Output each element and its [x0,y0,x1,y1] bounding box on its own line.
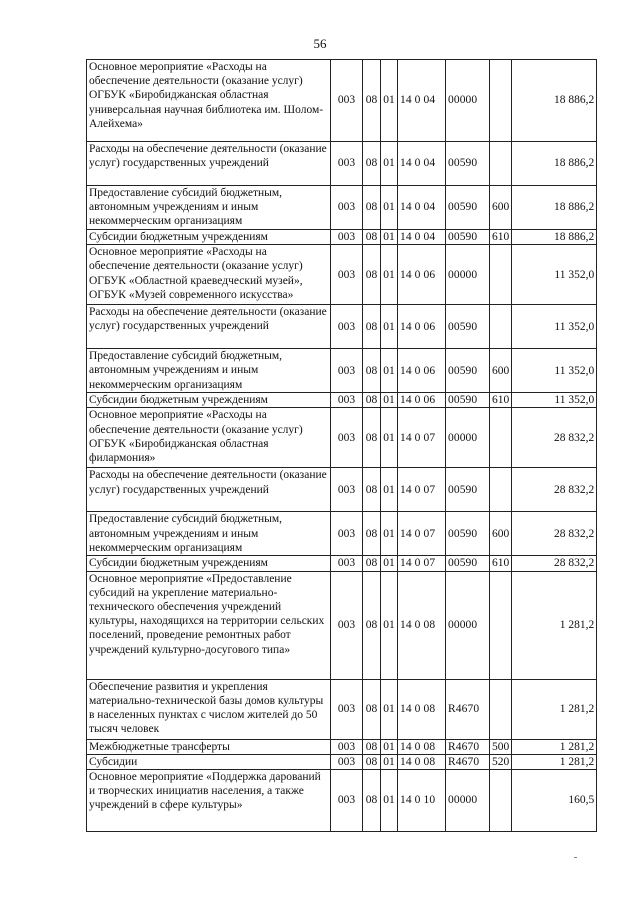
grbs-code-cell: 003 [331,512,363,556]
expense-type-code-cell [490,305,512,349]
subsection-code-cell: 01 [381,60,398,142]
section-code-cell: 08 [363,393,381,408]
item-name-cell: Предоставление субсидий бюджетным, автономным учреждениям и иным некоммерческим организациям [87,186,331,230]
grbs-code-cell: 003 [331,142,363,186]
grbs-code-cell: 003 [331,739,363,754]
item-name-cell: Субсидии [87,754,331,769]
amount-cell: 18 886,2 [512,142,597,186]
subsection-code-cell: 01 [381,512,398,556]
program-code-cell: 14 0 06 [398,393,446,408]
amount-cell: 18 886,2 [512,230,597,245]
item-name-cell: Основное мероприятие «Поддержка дарований и творческих инициатив населения, а также учреждений в сфере культуры» [87,770,331,832]
direction-code-cell: 00000 [446,571,490,679]
grbs-code-cell: 003 [331,408,363,468]
direction-code-cell: R4670 [446,754,490,769]
grbs-code-cell: 003 [331,754,363,769]
section-code-cell: 08 [363,512,381,556]
expense-type-code-cell: 610 [490,556,512,571]
item-name-cell: Основное мероприятие «Предоставление субсидий на укрепление материально-технического обеспечения учреждений культуры, находящихся на территории сельских поселений, проведение ремонтных работ учреждений культурно-досугового типа» [87,571,331,679]
expense-type-code-cell: 600 [490,349,512,393]
subsection-code-cell: 01 [381,186,398,230]
subsection-code-cell: 01 [381,245,398,305]
amount-cell: 1 281,2 [512,754,597,769]
section-code-cell: 08 [363,230,381,245]
amount-cell: 11 352,0 [512,305,597,349]
program-code-cell: 14 0 08 [398,739,446,754]
item-name-cell: Субсидии бюджетным учреждениям [87,230,331,245]
direction-code-cell: 00590 [446,556,490,571]
expense-type-code-cell [490,408,512,468]
amount-cell: 1 281,2 [512,739,597,754]
program-code-cell: 14 0 06 [398,305,446,349]
amount-cell: 18 886,2 [512,60,597,142]
table-row [87,186,597,230]
direction-code-cell: 00590 [446,468,490,512]
item-name-cell: Основное мероприятие «Расходы на обеспечение деятельности (оказание услуг) ОГБУК «Биробиджанская областная универсальная научная библиотека им. Шолом-Алейхема» [87,60,331,142]
section-code-cell: 08 [363,770,381,832]
expense-type-code-cell [490,468,512,512]
program-code-cell: 14 0 08 [398,679,446,739]
table-row [87,754,597,769]
table-row [87,571,597,679]
program-code-cell: 14 0 10 [398,770,446,832]
program-code-cell: 14 0 07 [398,468,446,512]
direction-code-cell: 00590 [446,349,490,393]
item-name-cell: Расходы на обеспечение деятельности (оказание услуг) государственных учреждений [87,305,331,349]
program-code-cell: 14 0 06 [398,245,446,305]
subsection-code-cell: 01 [381,770,398,832]
direction-code-cell: 00000 [446,770,490,832]
expense-type-code-cell: 610 [490,230,512,245]
grbs-code-cell: 003 [331,393,363,408]
amount-cell: 11 352,0 [512,245,597,305]
subsection-code-cell: 01 [381,571,398,679]
amount-cell: 28 832,2 [512,468,597,512]
table-row [87,468,597,512]
item-name-cell: Обеспечение развития и укрепления материально-технической базы домов культуры в населенных пунктах с числом жителей до 50 тысяч человек [87,679,331,739]
section-code-cell: 08 [363,245,381,305]
program-code-cell: 14 0 08 [398,754,446,769]
direction-code-cell: R4670 [446,739,490,754]
grbs-code-cell: 003 [331,60,363,142]
item-name-cell: Расходы на обеспечение деятельности (оказание услуг) государственных учреждений [87,468,331,512]
table-row [87,142,597,186]
section-code-cell: 08 [363,408,381,468]
table-body [87,60,597,832]
section-code-cell: 08 [363,739,381,754]
amount-cell: 28 832,2 [512,512,597,556]
page-number: 56 [313,36,327,51]
amount-cell: 160,5 [512,770,597,832]
expense-type-code-cell: 520 [490,754,512,769]
grbs-code-cell: 003 [331,770,363,832]
direction-code-cell: 00590 [446,230,490,245]
amount-cell: 1 281,2 [512,571,597,679]
expense-type-code-cell: 500 [490,739,512,754]
program-code-cell: 14 0 04 [398,60,446,142]
program-code-cell: 14 0 04 [398,142,446,186]
grbs-code-cell: 003 [331,556,363,571]
subsection-code-cell: 01 [381,393,398,408]
subsection-code-cell: 01 [381,739,398,754]
item-name-cell: Предоставление субсидий бюджетным, автономным учреждениям и иным некоммерческим организациям [87,512,331,556]
section-code-cell: 08 [363,186,381,230]
expense-type-code-cell [490,245,512,305]
expense-type-code-cell [490,60,512,142]
amount-cell: 18 886,2 [512,186,597,230]
section-code-cell: 08 [363,468,381,512]
table-row [87,512,597,556]
grbs-code-cell: 003 [331,305,363,349]
expense-type-code-cell: 600 [490,186,512,230]
item-name-cell: Межбюджетные трансферты [87,739,331,754]
section-code-cell: 08 [363,754,381,769]
budget-table [86,59,597,832]
direction-code-cell: 00590 [446,305,490,349]
table-row [87,556,597,571]
subsection-code-cell: 01 [381,408,398,468]
direction-code-cell: 00000 [446,245,490,305]
table-row [87,230,597,245]
program-code-cell: 14 0 07 [398,408,446,468]
table-row [87,305,597,349]
grbs-code-cell: 003 [331,245,363,305]
program-code-cell: 14 0 07 [398,512,446,556]
table-row [87,245,597,305]
amount-cell: 11 352,0 [512,393,597,408]
table-row [87,60,597,142]
program-code-cell: 14 0 06 [398,349,446,393]
subsection-code-cell: 01 [381,556,398,571]
table-row [87,393,597,408]
subsection-code-cell: 01 [381,230,398,245]
subsection-code-cell: 01 [381,754,398,769]
direction-code-cell: 00000 [446,408,490,468]
section-code-cell: 08 [363,142,381,186]
table-row [87,770,597,832]
grbs-code-cell: 003 [331,468,363,512]
grbs-code-cell: 003 [331,571,363,679]
program-code-cell: 14 0 04 [398,230,446,245]
table-row [87,408,597,468]
item-name-cell: Основное мероприятие «Расходы на обеспечение деятельности (оказание услуг) ОГБУК «Биробиджанская областная филармония» [87,408,331,468]
section-code-cell: 08 [363,571,381,679]
direction-code-cell: 00590 [446,142,490,186]
table-row [87,679,597,739]
section-code-cell: 08 [363,60,381,142]
item-name-cell: Субсидии бюджетным учреждениям [87,393,331,408]
subsection-code-cell: 01 [381,349,398,393]
program-code-cell: 14 0 04 [398,186,446,230]
amount-cell: 11 352,0 [512,349,597,393]
subsection-code-cell: 01 [381,142,398,186]
direction-code-cell: 00000 [446,60,490,142]
section-code-cell: 08 [363,679,381,739]
grbs-code-cell: 003 [331,186,363,230]
grbs-code-cell: 003 [331,349,363,393]
amount-cell: 28 832,2 [512,556,597,571]
expense-type-code-cell [490,142,512,186]
amount-cell: 28 832,2 [512,408,597,468]
subsection-code-cell: 01 [381,305,398,349]
subsection-code-cell: 01 [381,679,398,739]
item-name-cell: Предоставление субсидий бюджетным, автономным учреждениям и иным некоммерческим организациям [87,349,331,393]
item-name-cell: Субсидии бюджетным учреждениям [87,556,331,571]
amount-cell: 1 281,2 [512,679,597,739]
direction-code-cell: 00590 [446,393,490,408]
expense-type-code-cell [490,571,512,679]
direction-code-cell: 00590 [446,512,490,556]
section-code-cell: 08 [363,349,381,393]
expense-type-code-cell [490,770,512,832]
table-row [87,349,597,393]
item-name-cell: Основное мероприятие «Расходы на обеспечение деятельности (оказание услуг) ОГБУК «Областной краеведческий музей», ОГБУК «Музей современного искусства» [87,245,331,305]
direction-code-cell: R4670 [446,679,490,739]
subsection-code-cell: 01 [381,468,398,512]
grbs-code-cell: 003 [331,679,363,739]
program-code-cell: 14 0 07 [398,556,446,571]
grbs-code-cell: 003 [331,230,363,245]
table-row [87,739,597,754]
item-name-cell: Расходы на обеспечение деятельности (оказание услуг) государственных учреждений [87,142,331,186]
expense-type-code-cell [490,679,512,739]
expense-type-code-cell: 610 [490,393,512,408]
direction-code-cell: 00590 [446,186,490,230]
program-code-cell: 14 0 08 [398,571,446,679]
expense-type-code-cell: 600 [490,512,512,556]
section-code-cell: 08 [363,556,381,571]
scan-mark [574,857,577,858]
section-code-cell: 08 [363,305,381,349]
